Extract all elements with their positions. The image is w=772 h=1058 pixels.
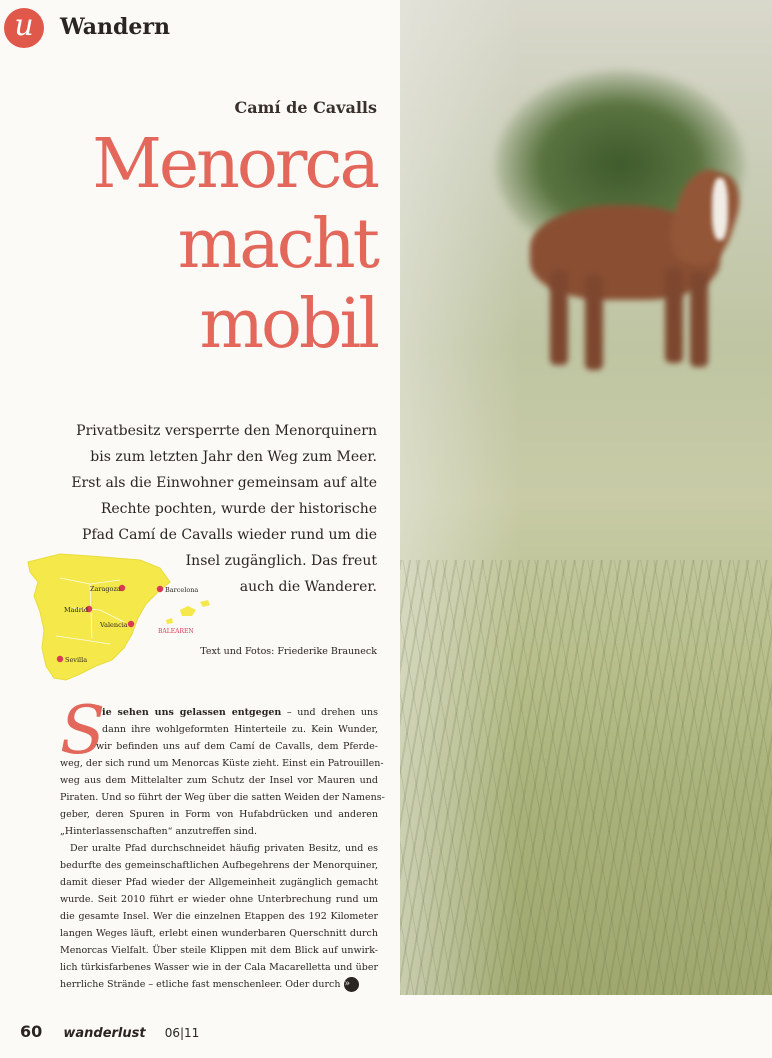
intro-line: Privatbesitz versperrte den Menorquinern (76, 423, 377, 439)
city-dot-barcelona (157, 586, 163, 592)
lead-in: ie sehen uns gelassen entgegen (102, 707, 282, 718)
intro-line: Erst als die Einwohner gemeinsam auf alte (71, 475, 377, 491)
page-footer (20, 1022, 199, 1041)
balearic-islands (200, 600, 210, 607)
city-label: Zaragoza (90, 585, 121, 593)
intro-line: Pfad Camí de Cavalls wieder rund um die (82, 527, 377, 543)
section-title: Wandern (60, 14, 171, 40)
article-headline (92, 125, 377, 365)
body-line: wurde. Seit 2010 führt er wieder ohne Unterbrechung rund um (60, 894, 378, 905)
headline-line: macht (177, 205, 377, 284)
city-label: Valencia (100, 621, 128, 629)
intro-line: bis zum letzten Jahr den Weg zum Meer. (90, 449, 377, 465)
body-line: bedurfte des gemeinschaftlichen Aufbegehrens der Menorquiner, (60, 860, 378, 871)
body-line: dann ihre wohlgeformten Hinterteile zu. Kein Wunder, (102, 724, 378, 735)
drop-cap: S (60, 692, 106, 769)
headline-line: Menorca (92, 125, 377, 204)
body-line: Menorcas Vielfalt. Über steile Klippen mit dem Blick auf unwirk- (60, 945, 378, 956)
body-line: ie sehen uns gelassen entgegen – und drehen uns (102, 707, 378, 718)
article-kicker: Camí de Cavalls (234, 98, 377, 117)
horse-photo (400, 0, 772, 995)
article-body (60, 704, 385, 993)
city-label: Barcelona (165, 586, 199, 594)
body-line: lich türkisfarbenes Wasser wie in der Cala Macarelletta und über (60, 962, 378, 973)
body-line: wir befinden uns auf dem Camí de Cavalls, dem Pferde- (96, 741, 378, 752)
region-label: BALEAREN (158, 628, 194, 635)
double-chevron-right-icon[interactable]: » (344, 977, 359, 992)
body-line: langen Weges läuft, erlebt einen wunderbaren Querschnitt durch (60, 928, 378, 939)
body-line: herrliche Strände – etliche fast menschenleer. Oder durch » (60, 976, 378, 993)
body-line: die gesamte Insel. Wer die einzelnen Etappen des 192 Kilometer (60, 911, 378, 922)
issue-number: 06|11 (164, 1026, 200, 1040)
intro-line: auch die Wanderer. (239, 579, 377, 595)
city-dot-sevilla (57, 656, 63, 662)
intro-line: Insel zugänglich. Das freut (185, 553, 377, 569)
page-number: 60 (20, 1022, 43, 1041)
city-label: Sevilla (65, 656, 88, 664)
headline-line: mobil (199, 285, 377, 364)
balearic-islands (180, 606, 196, 616)
body-line: Piraten. Und so führt der Weg über die satten Weiden der Namens- (60, 792, 385, 803)
magazine-name: wanderlust (63, 1026, 146, 1041)
body-line: geber, deren Spuren in Form von Hufabdrücken und anderen (60, 809, 378, 820)
magazine-logo-badge: u (4, 8, 44, 48)
balearic-islands (166, 618, 173, 624)
city-dot-valencia (128, 621, 134, 627)
spain-landmass (28, 554, 170, 680)
intro-line: Rechte pochten, wurde der historische (100, 501, 377, 517)
body-line: damit dieser Pfad wieder der Allgemeinheit zugänglich gemacht (60, 877, 378, 888)
body-line: „Hinterlassenschaften“ anzutreffen sind. (60, 826, 257, 837)
city-label: Madrid (64, 606, 89, 614)
body-line: weg aus dem Mittelalter zum Schutz der Insel vor Mauren und (60, 775, 378, 786)
author-credit: Text und Fotos: Friederike Brauneck (200, 646, 377, 657)
spain-map (20, 548, 220, 688)
body-line: Der uralte Pfad durchschneidet häufig privaten Besitz, und es (70, 843, 378, 854)
body-line: weg, der sich rund um Menorcas Küste zieht. Einst ein Patrouillen- (60, 758, 384, 769)
